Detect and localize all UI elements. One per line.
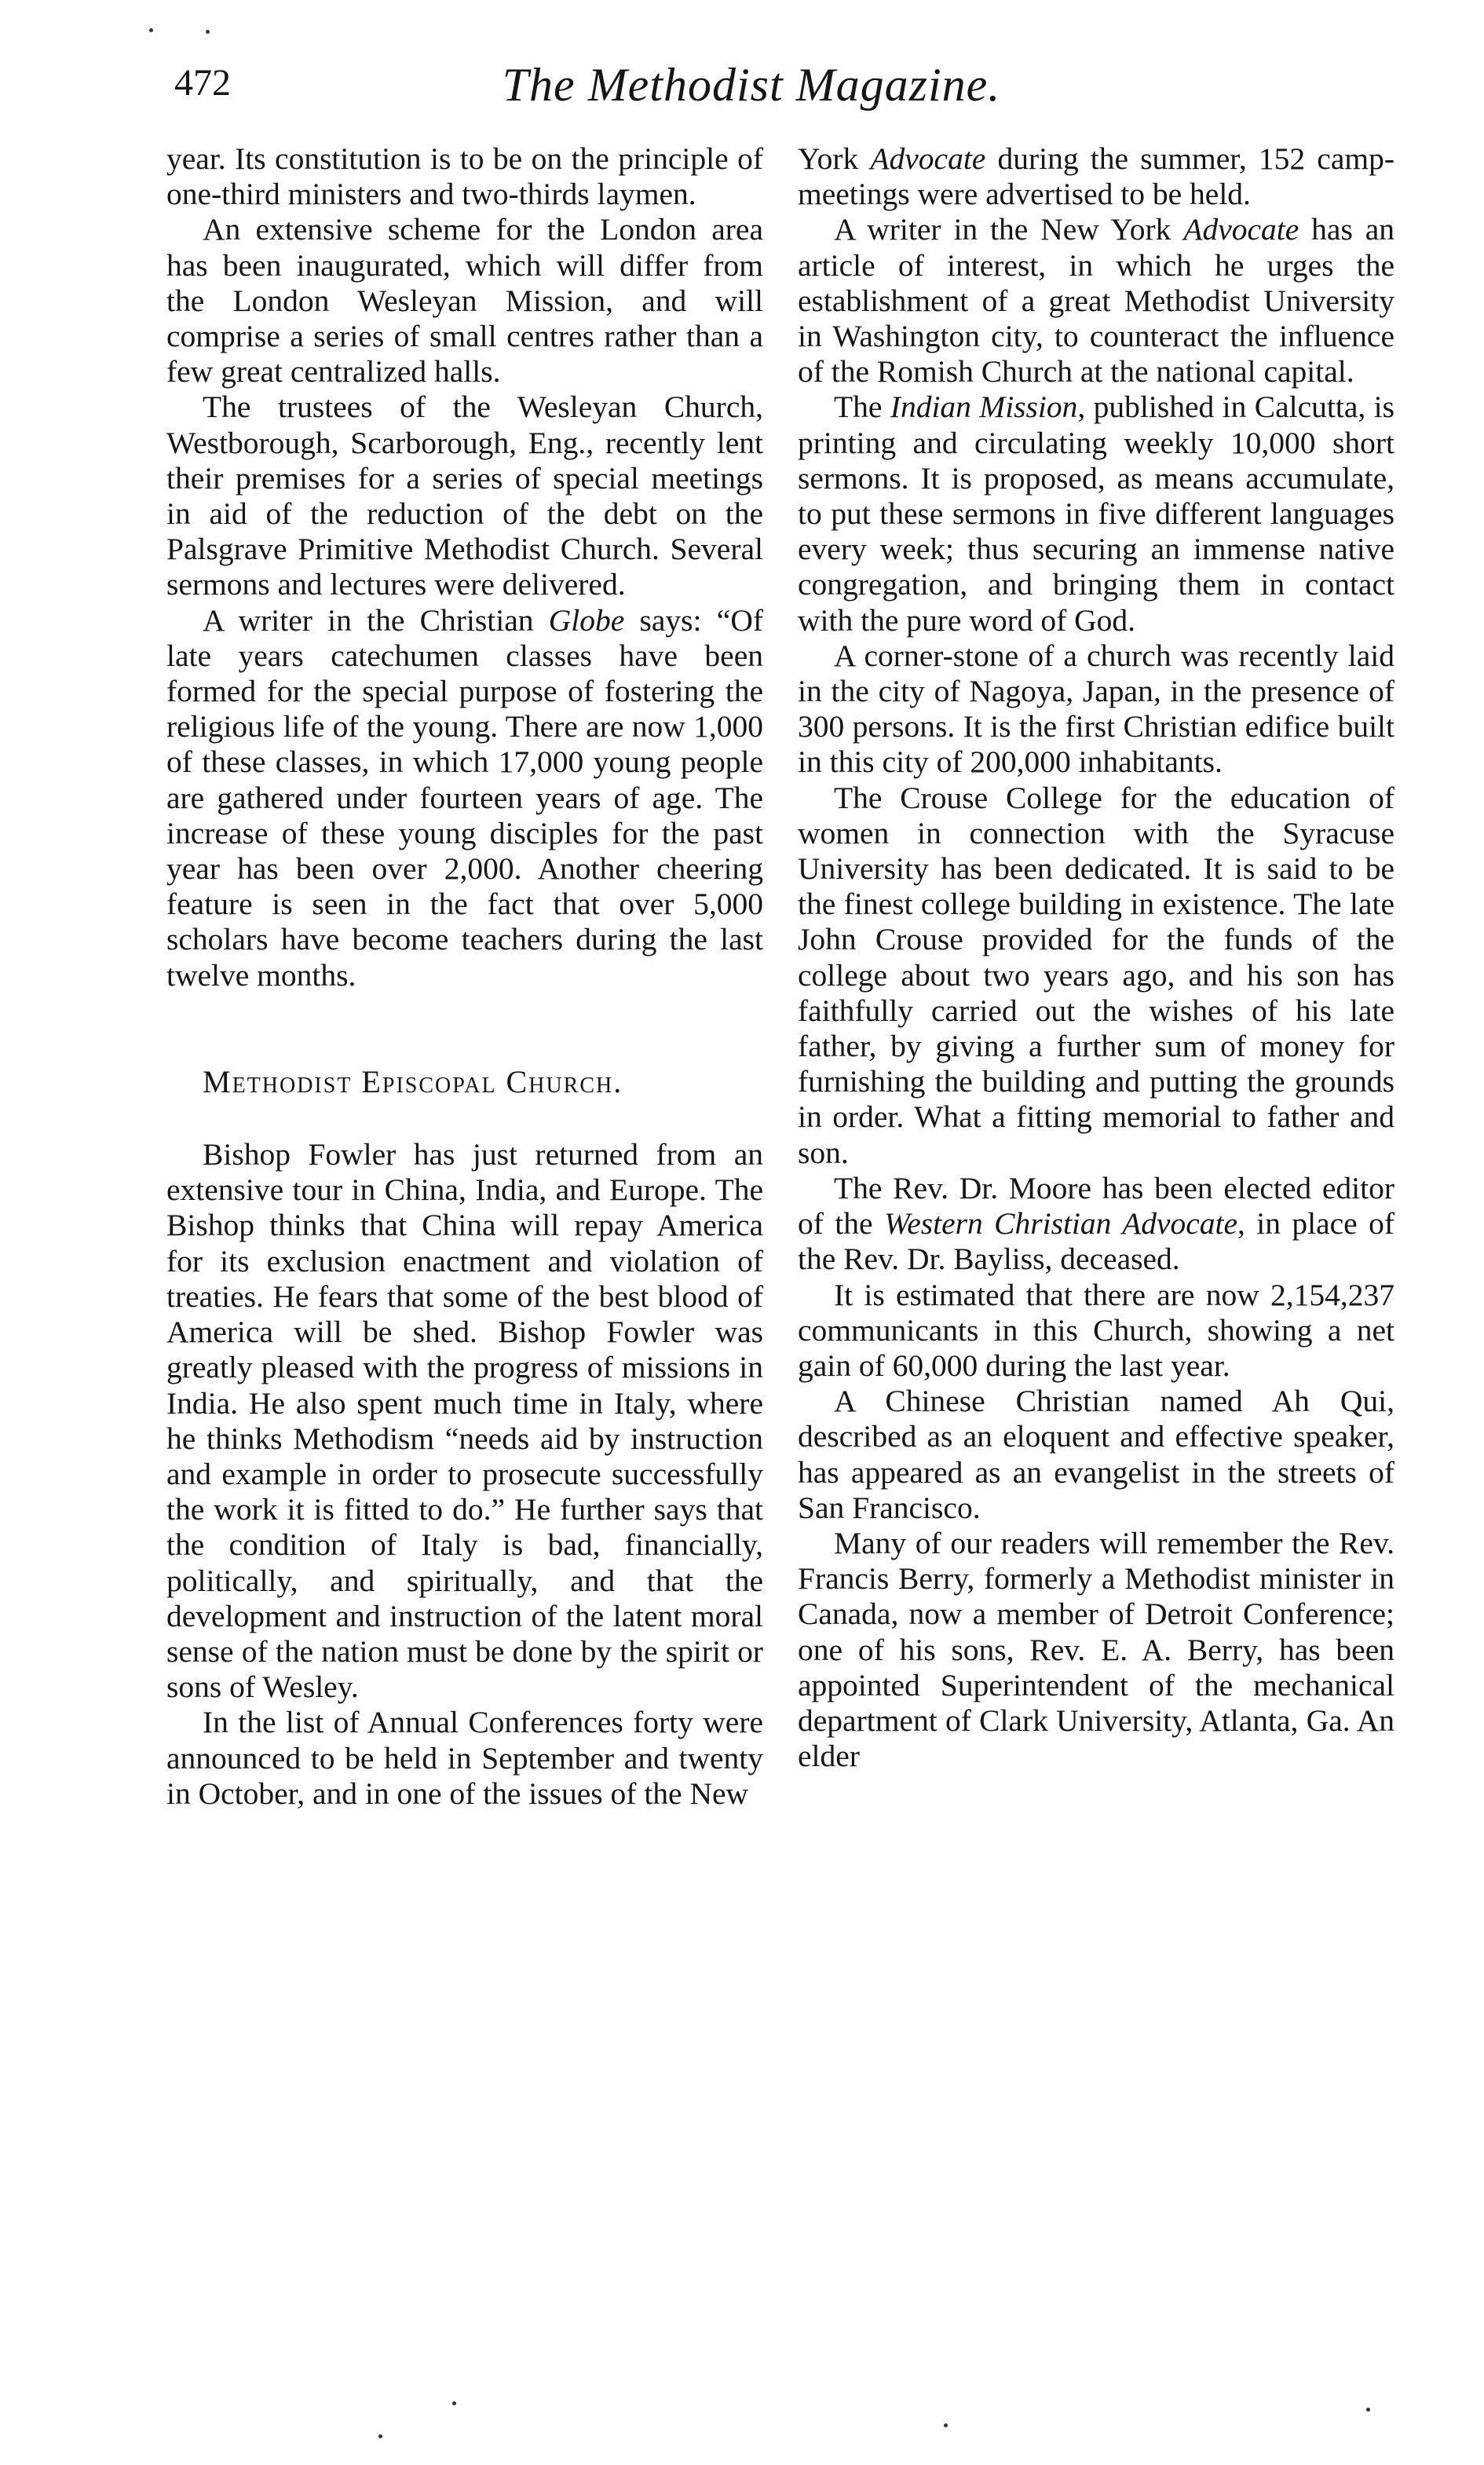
text-segment: A writer in the New York xyxy=(834,212,1184,247)
text-segment: says: “Of late years catechumen classes have been formed for the special purpose of fostering the religious life of the young. There are now 1,000 of these classes, in which 17,000 young people are gathered under fourteen years of age. The increase of these young disciples for the past year has been over 2,000. Another cheering feature is seen in the fact that over 5,000 scholars have become teachers during the last twelve months. xyxy=(166,602,763,993)
paragraph-camp-meetings xyxy=(798,141,1394,212)
publication-title: Globe xyxy=(548,602,625,638)
left-column xyxy=(166,141,763,1812)
print-speck xyxy=(378,2434,382,2438)
text-segment: York xyxy=(798,141,871,176)
publication-title: Western Christian Advocate xyxy=(883,1206,1238,1242)
text-segment: A writer in the Christian xyxy=(203,602,549,638)
print-speck xyxy=(452,2401,456,2405)
page-header xyxy=(174,47,1329,133)
paragraph-indian-mission xyxy=(798,389,1394,638)
section-heading: Methodist Episcopal Church. xyxy=(203,1063,623,1099)
paragraph-communicants: It is estimated that there are now 2,154,237 communicants in this Church, showing a net gain of 60,000 during the last year. xyxy=(798,1277,1394,1383)
paragraph-westborough-trustees: The trustees of the Wesleyan Church, Westborough, Scarborough, Eng., recently lent their premises for a series of special meetings in aid of the reduction of the debt on the Palsgrave Primitive Methodist Church. Several sermons and lectures were delivered. xyxy=(166,389,763,602)
running-title: The Methodist Magazine. xyxy=(502,59,1001,111)
paragraph-ah-qui: A Chinese Christian named Ah Qui, described as an eloquent and effective speaker, has appeared as an evangelist in the streets of San Francisco. xyxy=(798,1384,1394,1525)
publication-title: Advocate xyxy=(870,141,986,176)
paragraph-francis-berry: Many of our readers will remember the Rev. Francis Berry, formerly a Methodist minister in Canada, now a member of Detroit Conference; one of his sons, Rev. E. A. Berry, has been appointed Superintendent of the mechanical department of Clark University, Atlanta, Ga. An elder xyxy=(798,1525,1394,1774)
paragraph-catechumen-classes xyxy=(166,603,763,993)
text-segment: , in place of the Rev. Dr. Bayliss, deceased. xyxy=(798,1206,1394,1277)
text-segment: , published in Calcutta, is printing and circulating weekly 10,000 short sermons. It is proposed, as means accumulate, to put these sermons in five different languages every week; thus securing an immense native congregation, and bringing them in contact with the pure word of God. xyxy=(798,389,1394,638)
page-number: 472 xyxy=(174,62,231,104)
publication-title: Advocate xyxy=(1183,212,1299,247)
print-speck xyxy=(149,28,153,32)
paragraph-london-scheme: An extensive scheme for the London area has been inaugurated, which will differ from the London Wesleyan Mission, and will comprise a series of small centres rather than a few great centralized halls. xyxy=(166,212,763,389)
paragraph-nagoya-church: A corner-stone of a church was recently laid in the city of Nagoya, Japan, in the presence of 300 persons. It is the first Christian edifice built in this city of 200,000 inhabitants. xyxy=(798,638,1394,780)
paragraph-dr-moore xyxy=(798,1171,1394,1278)
print-speck xyxy=(944,2423,948,2427)
paragraph-crouse-college: The Crouse College for the education of women in connection with the Syracuse University has been dedicated. It is said to be the finest college building in existence. The late John Crouse provided for the funds of the college about two years ago, and his son has faithfully carried out the wishes of his late father, by giving a further sum of money for furnishing the building and putting the grounds in order. What a fitting memorial to father and son. xyxy=(798,780,1394,1170)
print-speck xyxy=(206,30,210,34)
paragraph-methodist-university xyxy=(798,212,1394,389)
text-segment: during the summer, 152 camp-meetings were advertised to be held. xyxy=(798,141,1394,212)
publication-title: Indian Mission xyxy=(890,389,1078,425)
text-segment: The xyxy=(834,389,890,425)
right-column xyxy=(798,141,1394,1774)
print-speck xyxy=(1366,2408,1370,2412)
text-segment: has an article of interest, in which he urges the establishment of a great Methodist University in Washington city, to counteract the influence of the Romish Church at the national capital. xyxy=(798,212,1394,389)
paragraph-bishop-fowler: Bishop Fowler has just returned from an extensive tour in China, India, and Europe. The Bishop thinks that China will repay America for its exclusion enactment and violation of treaties. He fears that some of the best blood of America will be shed. Bishop Fowler was greatly pleased with the progress of missions in India. He also spent much time in Italy, where he thinks Methodism “needs aid by instruction and example in order to prosecute successfully the work it is fitted to do.” He further says that the condition of Italy is bad, financially, politically, and spiritually, and that the development and instruction of the latent moral sense of the nation must be done by the spirit or sons of Wesley. xyxy=(166,1137,763,1705)
paragraph-annual-conferences: In the list of Annual Conferences forty were announced to be held in September and twenty in October, and in one of the issues of the New xyxy=(166,1705,763,1811)
text-segment: The Rev. Dr. Moore has been elected editor of the xyxy=(798,1170,1394,1242)
paragraph-constitution: year. Its constitution is to be on the principle of one-third ministers and two-thirds laymen. xyxy=(166,141,763,212)
